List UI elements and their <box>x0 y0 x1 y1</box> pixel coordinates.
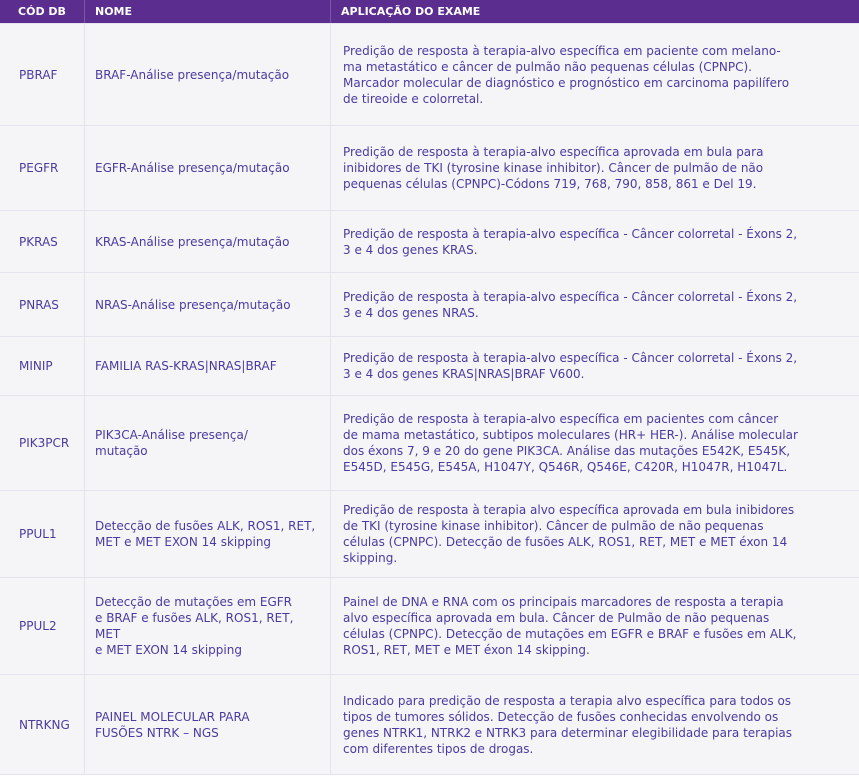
row-name: Detecção de mutações em EGFR e BRAF e fusões ALK, ROS1, RET, MET e MET EXON 14 skipping <box>85 578 331 674</box>
table-row <box>0 337 859 396</box>
row-name: BRAF-Análise presença/mutação <box>85 24 331 125</box>
table-row <box>0 491 859 578</box>
table-header <box>0 0 859 24</box>
row-description: Predição de resposta à terapia-alvo específica - Câncer colorretal - Éxons 2, 3 e 4 dos genes KRAS. <box>343 226 798 257</box>
row-code: PPUL1 <box>0 491 85 577</box>
row-code: PPUL2 <box>0 578 85 674</box>
row-name: FAMILIA RAS-KRAS|NRAS|BRAF <box>85 337 331 395</box>
row-name: PIK3CA-Análise presença/ mutação <box>85 396 331 490</box>
row-code: PKRAS <box>0 211 85 272</box>
table-row <box>0 211 859 273</box>
table-row <box>0 273 859 337</box>
row-name: EGFR-Análise presença/mutação <box>85 126 331 210</box>
table-row <box>0 24 859 126</box>
row-description: Predição de resposta à terapia-alvo específica em pacientes com câncer de mama metastático, subtipos moleculares (HR+ HER-). Análise molecular dos éxons 7, 9 e 20 do gene PIK3CA. Análise das mutações E542K, E545K, E545D, E545G, E545A, H1047Y, Q546R, Q546E, C420R, H1047R, H1047L. <box>343 412 798 474</box>
row-description: Indicado para predição de resposta a terapia alvo específica para todos os tipos de tumores sólidos. Detecção de fusões conhecidas envolvendo os genes NTRK1, NTRK2 e NTRK3 para determinar elegibilidade para terapias com diferentes tipos de drogas. <box>343 693 793 756</box>
row-name: KRAS-Análise presença/mutação <box>85 211 331 272</box>
row-name: NRAS-Análise presença/mutação <box>85 273 331 336</box>
row-code: PIK3PCR <box>0 396 85 490</box>
row-code: NTRKNG <box>0 675 85 774</box>
table-row <box>0 675 859 775</box>
row-description: Predição de resposta à terapia alvo específica aprovada em bula inibidores de TKI (tyrosine kinase inhibitor). Câncer de pulmão de não pequenas células (CPNPC). Detecção de fusões ALK, ROS1, RET, MET e MET éxon 14 skipping. <box>343 503 795 565</box>
row-code: MINIP <box>0 337 85 395</box>
row-description: Painel de DNA e RNA com os principais marcadores de resposta a terapia alvo específica aprovada em bula. Câncer de Pulmão de não pequenas células (CPNPC). Detecção de mutações em EGFR e BRAF e fusões em ALK, ROS1, RET, MET e MET éxon 14 skipping. <box>343 595 797 657</box>
table-row <box>0 396 859 491</box>
header-name: NOME <box>85 0 331 23</box>
row-name: Detecção de fusões ALK, ROS1, RET, MET e MET EXON 14 skipping <box>85 491 331 577</box>
row-code: PNRAS <box>0 273 85 336</box>
table-row <box>0 126 859 211</box>
row-code: PBRAF <box>0 24 85 125</box>
header-code: CÓD DB <box>0 0 85 23</box>
row-description: Predição de resposta à terapia-alvo específica - Câncer colorretal - Éxons 2, 3 e 4 dos genes NRAS. <box>343 289 798 320</box>
table-row <box>0 578 859 675</box>
row-description: Predição de resposta à terapia-alvo específica aprovada em bula para inibidores de TKI (tyrosine kinase inhibitor). Câncer de pulmão de não pequenas células (CPNPC)-Códons 719, 768, 790, 858, 861 e Del 19. <box>343 145 764 191</box>
row-code: PEGFR <box>0 126 85 210</box>
row-name: PAINEL MOLECULAR PARA FUSÕES NTRK – NGS <box>85 675 331 774</box>
header-application: APLICAÇÃO DO EXAME <box>341 5 481 18</box>
row-description: Predição de resposta à terapia-alvo específica - Câncer colorretal - Éxons 2, 3 e 4 dos genes KRAS|NRAS|BRAF V600. <box>343 351 798 381</box>
row-description: Predição de resposta à terapia-alvo específica em paciente com melano- ma metastático e câncer de pulmão não pequenas células (CPNPC). Marcador molecular de diagnóstico e prognóstico em carcinoma papilífero de tireoide e colorretal. <box>343 43 790 106</box>
